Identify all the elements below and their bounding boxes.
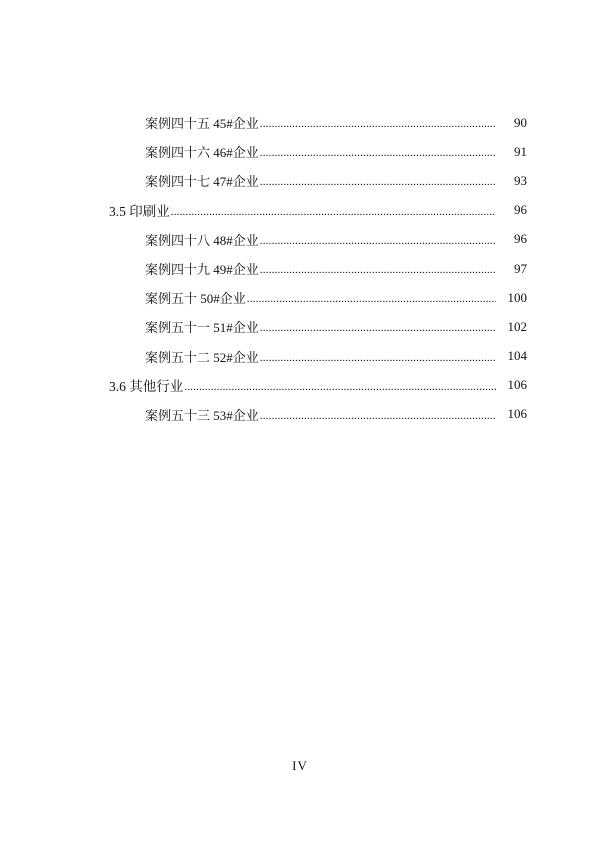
toc-entry-page: 100	[507, 289, 527, 305]
toc-entry[interactable]	[0, 166, 600, 195]
toc-entry-page: 96	[514, 202, 527, 218]
toc-entry-title: 案例五十二 52#企业	[145, 349, 259, 365]
toc-entry-page: 104	[507, 348, 527, 364]
toc-entry-title: 案例五十 50#企业	[145, 291, 246, 307]
dot-leader	[260, 232, 496, 245]
toc-entry-page: 106	[507, 377, 527, 393]
toc-entry[interactable]	[0, 225, 600, 254]
toc-entry-title: 案例四十九 49#企业	[145, 262, 259, 278]
dot-leader	[260, 173, 496, 186]
page-number-footer: IV	[292, 758, 308, 773]
dot-leader	[260, 261, 496, 274]
toc-entry-page: 106	[507, 406, 527, 422]
dot-leader	[260, 407, 496, 420]
dot-leader	[247, 290, 496, 303]
toc-entry-page: 91	[514, 143, 527, 159]
toc-section-entry[interactable]	[0, 196, 600, 225]
dot-leader	[171, 203, 496, 216]
dot-leader	[260, 115, 496, 128]
toc-section-entry[interactable]	[0, 371, 600, 400]
toc-entry[interactable]	[0, 283, 600, 312]
toc-entry-page: 97	[514, 260, 527, 276]
toc-section-title: 3.6 其他行业	[109, 379, 184, 395]
toc-entry-page: 93	[514, 172, 527, 188]
toc-entry-page: 96	[514, 231, 527, 247]
toc-entry-page: 90	[514, 114, 527, 130]
toc-entry[interactable]	[0, 342, 600, 371]
dot-leader	[260, 349, 496, 362]
toc-entry-title: 案例四十六 46#企业	[145, 145, 259, 161]
toc-section-title: 3.5 印刷业	[109, 204, 170, 220]
toc-entry[interactable]	[0, 400, 600, 429]
toc-entry[interactable]	[0, 137, 600, 166]
dot-leader	[184, 378, 496, 391]
toc-entry-title: 案例四十七 47#企业	[145, 174, 259, 190]
dot-leader	[260, 144, 496, 157]
toc-entry-title: 案例五十一 51#企业	[145, 320, 259, 336]
toc-entry[interactable]	[0, 108, 600, 137]
table-of-contents	[0, 108, 600, 429]
toc-entry[interactable]	[0, 312, 600, 341]
toc-entry-title: 案例五十三 53#企业	[145, 407, 259, 423]
toc-entry-page: 102	[507, 318, 527, 334]
dot-leader	[260, 319, 496, 332]
toc-entry-title: 案例四十八 48#企业	[145, 232, 259, 248]
toc-entry-title: 案例四十五 45#企业	[145, 116, 259, 132]
toc-entry[interactable]	[0, 254, 600, 283]
